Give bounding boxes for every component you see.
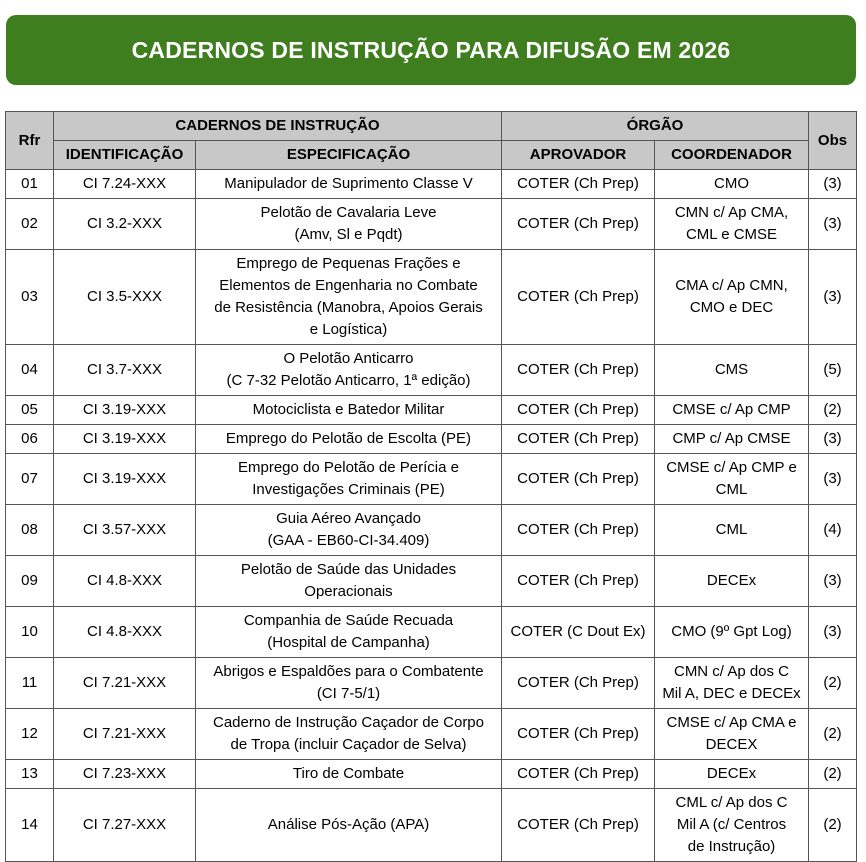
cell-especificacao-line: Análise Pós-Ação (APA) xyxy=(267,816,430,833)
cell-aprovador: COTER (Ch Prep) xyxy=(502,760,655,789)
cell-coordenador-line: CMSE c/ Ap CMA e xyxy=(666,714,797,731)
cell-coordenador-line: Mil A, DEC e DECEx xyxy=(662,685,801,702)
cell-especificacao-line: Pelotão de Cavalaria Leve xyxy=(260,204,437,221)
cell-especificacao-line: (C 7-32 Pelotão Anticarro, 1ª edição) xyxy=(226,372,471,389)
cell-especificacao-line: Operacionais xyxy=(304,583,393,600)
table-body xyxy=(6,170,857,862)
cell-especificacao-line: Companhia de Saúde Recuada xyxy=(243,612,454,629)
cell-rfr: 06 xyxy=(6,425,54,454)
cell-aprovador: COTER (Ch Prep) xyxy=(502,425,655,454)
cell-aprovador: COTER (C Dout Ex) xyxy=(502,607,655,658)
cell-coordenador-line: CMP c/ Ap CMSE xyxy=(672,430,791,447)
cell-rfr: 12 xyxy=(6,709,54,760)
cell-coordenador-line: CML xyxy=(715,481,748,498)
table-row xyxy=(6,505,857,556)
cell-aprovador: COTER (Ch Prep) xyxy=(502,170,655,199)
header-row-columns xyxy=(6,141,857,170)
cell-obs: (2) xyxy=(809,709,857,760)
cell-especificacao-line: Guia Aéreo Avançado xyxy=(276,510,421,527)
cell-coordenador xyxy=(655,345,809,396)
header-row-groups xyxy=(6,112,857,141)
cell-especificacao xyxy=(196,454,502,505)
cell-coordenador-line: CMO xyxy=(714,175,749,192)
cell-coordenador-line: de Instrução) xyxy=(687,838,776,855)
cell-coordenador-line: CMN c/ Ap CMA, xyxy=(674,204,789,221)
cell-coordenador-line: CMN c/ Ap dos C xyxy=(673,663,790,680)
cell-rfr: 11 xyxy=(6,658,54,709)
cell-coordenador xyxy=(655,709,809,760)
cell-rfr: 01 xyxy=(6,170,54,199)
cell-aprovador: COTER (Ch Prep) xyxy=(502,199,655,250)
cell-obs: (2) xyxy=(809,789,857,862)
table-row xyxy=(6,658,857,709)
table-row xyxy=(6,789,857,862)
cell-obs: (3) xyxy=(809,250,857,345)
cell-especificacao xyxy=(196,709,502,760)
cell-obs: (5) xyxy=(809,345,857,396)
cell-especificacao xyxy=(196,505,502,556)
cell-coordenador-line: CML c/ Ap dos C xyxy=(675,794,788,811)
cell-especificacao-line: O Pelotão Anticarro xyxy=(283,350,414,367)
cell-obs: (2) xyxy=(809,760,857,789)
cell-especificacao xyxy=(196,658,502,709)
cell-obs: (2) xyxy=(809,658,857,709)
cell-identificacao: CI 4.8-XXX xyxy=(54,607,196,658)
cell-especificacao-line: (Amv, Sl e Pqdt) xyxy=(294,226,403,243)
cell-obs: (3) xyxy=(809,199,857,250)
cell-coordenador-line: CMO (9º Gpt Log) xyxy=(671,623,792,640)
cell-coordenador xyxy=(655,789,809,862)
cell-coordenador xyxy=(655,396,809,425)
cell-identificacao: CI 7.23-XXX xyxy=(54,760,196,789)
cell-coordenador xyxy=(655,760,809,789)
cell-coordenador-line: DECEX xyxy=(705,736,758,753)
cell-rfr: 03 xyxy=(6,250,54,345)
cell-rfr: 05 xyxy=(6,396,54,425)
cell-especificacao-line: e Logística) xyxy=(309,321,388,338)
cell-coordenador xyxy=(655,556,809,607)
cell-especificacao xyxy=(196,556,502,607)
cell-coordenador xyxy=(655,199,809,250)
cell-identificacao: CI 3.19-XXX xyxy=(54,454,196,505)
cell-especificacao xyxy=(196,199,502,250)
title-banner xyxy=(6,15,856,85)
cell-coordenador xyxy=(655,505,809,556)
cell-aprovador: COTER (Ch Prep) xyxy=(502,658,655,709)
cell-especificacao xyxy=(196,345,502,396)
page-title: CADERNOS DE INSTRUÇÃO PARA DIFUSÃO EM 2026 xyxy=(131,36,731,63)
cell-especificacao xyxy=(196,425,502,454)
cell-identificacao: CI 3.19-XXX xyxy=(54,396,196,425)
cell-especificacao-line: Investigações Criminais (PE) xyxy=(252,481,445,498)
cell-coordenador xyxy=(655,658,809,709)
cell-especificacao-line: Tiro de Combate xyxy=(292,765,405,782)
cell-coordenador-line: DECEx xyxy=(706,765,757,782)
instruction-notebooks-table xyxy=(5,111,857,862)
header-especificacao: ESPECIFICAÇÃO xyxy=(196,141,502,170)
cell-especificacao-line: (Hospital de Campanha) xyxy=(267,634,430,651)
cell-rfr: 14 xyxy=(6,789,54,862)
cell-especificacao xyxy=(196,607,502,658)
cell-identificacao: CI 3.7-XXX xyxy=(54,345,196,396)
header-group-orgao: ÓRGÃO xyxy=(502,112,809,141)
cell-especificacao xyxy=(196,760,502,789)
header-group-cadernos: CADERNOS DE INSTRUÇÃO xyxy=(54,112,502,141)
cell-rfr: 07 xyxy=(6,454,54,505)
table-row xyxy=(6,760,857,789)
header-rfr: Rfr xyxy=(6,112,54,170)
cell-aprovador: COTER (Ch Prep) xyxy=(502,789,655,862)
header-aprovador: APROVADOR xyxy=(502,141,655,170)
table-row xyxy=(6,607,857,658)
cell-especificacao-line: Caderno de Instrução Caçador de Corpo xyxy=(213,714,484,731)
cell-coordenador-line: Mil A (c/ Centros xyxy=(676,816,787,833)
cell-especificacao-line: Emprego de Pequenas Frações e xyxy=(236,255,461,272)
cell-especificacao-line: Elementos de Engenharia no Combate xyxy=(219,277,478,294)
cell-coordenador-line: CML e CMSE xyxy=(685,226,778,243)
cell-especificacao xyxy=(196,170,502,199)
cell-aprovador: COTER (Ch Prep) xyxy=(502,396,655,425)
cell-obs: (2) xyxy=(809,396,857,425)
header-obs: Obs xyxy=(809,112,857,170)
cell-identificacao: CI 3.2-XXX xyxy=(54,199,196,250)
cell-obs: (3) xyxy=(809,425,857,454)
cell-identificacao: CI 3.19-XXX xyxy=(54,425,196,454)
table-row xyxy=(6,709,857,760)
cell-aprovador: COTER (Ch Prep) xyxy=(502,345,655,396)
cell-especificacao-line: (CI 7-5/1) xyxy=(316,685,381,702)
table-row xyxy=(6,425,857,454)
cell-identificacao: CI 7.21-XXX xyxy=(54,658,196,709)
cell-obs: (3) xyxy=(809,607,857,658)
cell-identificacao: CI 7.24-XXX xyxy=(54,170,196,199)
cell-identificacao: CI 3.5-XXX xyxy=(54,250,196,345)
cell-coordenador xyxy=(655,250,809,345)
table-row xyxy=(6,454,857,505)
cell-especificacao-line: de Resistência (Manobra, Apoios Gerais xyxy=(214,299,483,316)
cell-aprovador: COTER (Ch Prep) xyxy=(502,556,655,607)
cell-especificacao-line: (GAA - EB60-CI-34.409) xyxy=(267,532,430,549)
cell-coordenador-line: CML xyxy=(715,521,748,538)
cell-coordenador xyxy=(655,425,809,454)
table-row xyxy=(6,556,857,607)
cell-identificacao: CI 7.27-XXX xyxy=(54,789,196,862)
cell-coordenador-line: CMO e DEC xyxy=(689,299,774,316)
cell-especificacao-line: Pelotão de Saúde das Unidades xyxy=(240,561,457,578)
cell-obs: (3) xyxy=(809,556,857,607)
cell-obs: (3) xyxy=(809,454,857,505)
cell-rfr: 04 xyxy=(6,345,54,396)
cell-especificacao-line: Emprego do Pelotão de Escolta (PE) xyxy=(225,430,472,447)
table-row xyxy=(6,396,857,425)
cell-obs: (3) xyxy=(809,170,857,199)
cell-rfr: 10 xyxy=(6,607,54,658)
table-row xyxy=(6,345,857,396)
header-identificacao: IDENTIFICAÇÃO xyxy=(54,141,196,170)
cell-especificacao xyxy=(196,250,502,345)
cell-rfr: 08 xyxy=(6,505,54,556)
cell-especificacao-line: de Tropa (incluir Caçador de Selva) xyxy=(230,736,467,753)
cell-especificacao-line: Emprego do Pelotão de Perícia e xyxy=(238,459,459,476)
header-coordenador: COORDENADOR xyxy=(655,141,809,170)
cell-rfr: 09 xyxy=(6,556,54,607)
table-header xyxy=(6,112,857,170)
cell-rfr: 02 xyxy=(6,199,54,250)
cell-obs: (4) xyxy=(809,505,857,556)
cell-especificacao-line: Manipulador de Suprimento Classe V xyxy=(224,175,473,192)
cell-rfr: 13 xyxy=(6,760,54,789)
cell-especificacao-line: Motociclista e Batedor Militar xyxy=(252,401,445,418)
cell-coordenador-line: CMA c/ Ap CMN, xyxy=(675,277,788,294)
table-row xyxy=(6,250,857,345)
cell-coordenador-line: DECEx xyxy=(706,572,757,589)
table-row xyxy=(6,170,857,199)
cell-aprovador: COTER (Ch Prep) xyxy=(502,709,655,760)
cell-coordenador xyxy=(655,170,809,199)
cell-especificacao xyxy=(196,789,502,862)
cell-coordenador xyxy=(655,454,809,505)
cell-especificacao-line: Abrigos e Espaldões para o Combatente xyxy=(213,663,484,680)
cell-identificacao: CI 3.57-XXX xyxy=(54,505,196,556)
cell-coordenador xyxy=(655,607,809,658)
cell-coordenador-line: CMSE c/ Ap CMP e xyxy=(666,459,797,476)
cell-especificacao xyxy=(196,396,502,425)
table-row xyxy=(6,199,857,250)
cell-coordenador-line: CMS xyxy=(714,361,749,378)
cell-coordenador-line: CMSE c/ Ap CMP xyxy=(672,401,791,418)
cell-aprovador: COTER (Ch Prep) xyxy=(502,454,655,505)
cell-aprovador: COTER (Ch Prep) xyxy=(502,250,655,345)
cell-identificacao: CI 7.21-XXX xyxy=(54,709,196,760)
cell-identificacao: CI 4.8-XXX xyxy=(54,556,196,607)
cell-aprovador: COTER (Ch Prep) xyxy=(502,505,655,556)
